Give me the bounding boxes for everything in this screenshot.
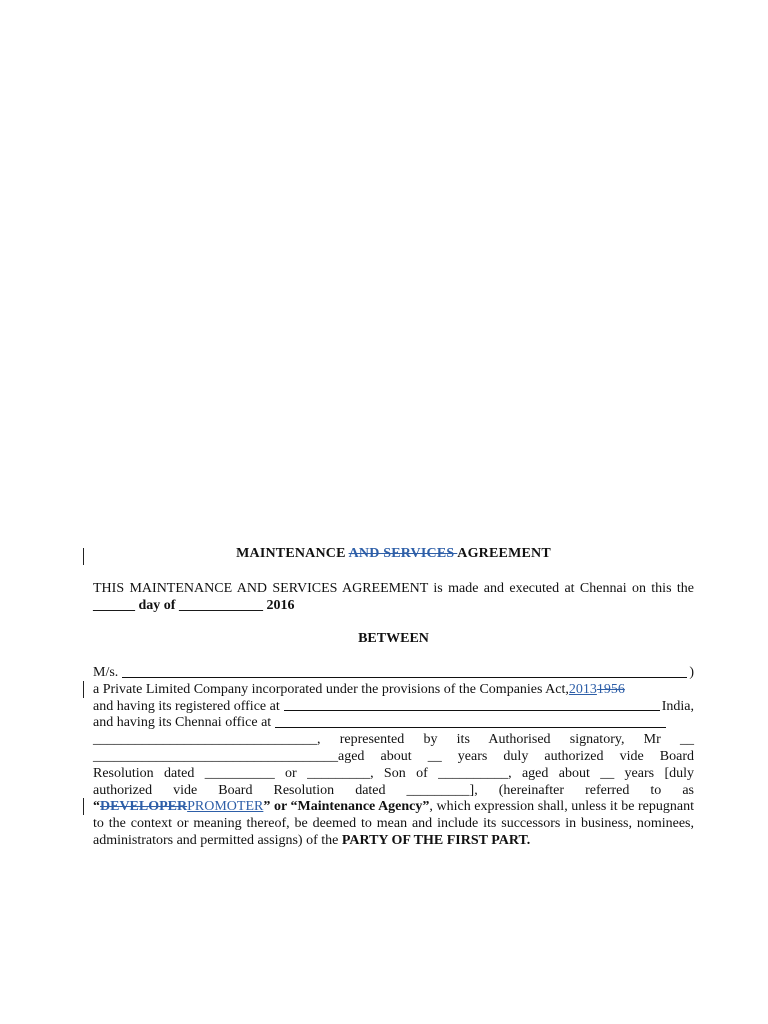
maintenance-agency-term: ” or “Maintenance Agency”	[263, 799, 430, 815]
change-bar-promoter	[83, 798, 84, 815]
registered-office-country: India,	[661, 698, 694, 714]
intro-month-blank: ____________	[178, 597, 263, 613]
between-heading: BETWEEN	[358, 631, 429, 646]
party-paragraph	[93, 665, 694, 850]
title-part1: MAINTENANCE	[236, 546, 349, 561]
intro-day-of: day of	[135, 597, 179, 613]
party-line-4	[93, 715, 668, 732]
party-line-3	[93, 699, 694, 716]
signatory-name-blank: ___________________________________	[93, 748, 338, 764]
act-year-deleted: 1956	[596, 681, 625, 697]
party-line-7: Resolution dated __________ or _________, Son of __________, aged about __ years [duly	[93, 765, 694, 781]
party-line-2	[93, 682, 694, 699]
party-line-1	[93, 665, 694, 682]
ms-label: M/s.	[93, 665, 119, 680]
company-incorporation-text: a Private Limited Company incorporated under the provisions of the Companies Act,	[93, 681, 569, 697]
quote-open: “	[93, 799, 100, 815]
chennai-office-label: and having its Chennai office at	[93, 715, 272, 731]
party-clause-text: , which expression shall, unless it be repugnant to the context or meaning thereof, be deemed to mean and include its successors in business, nominees, administrators and permitted assigns) of the	[93, 799, 695, 848]
developer-deleted: DEVELOPER	[100, 799, 188, 815]
intro-text: THIS MAINTENANCE AND SERVICES AGREEMENT is made and executed at Chennai on this the	[93, 581, 694, 596]
title-deleted-text: AND SERVICES	[348, 546, 458, 561]
intro-day-blank: ______	[93, 597, 135, 613]
change-bar-act	[83, 681, 84, 698]
party-line-6	[93, 749, 694, 766]
party-line-5	[93, 732, 694, 749]
party-of-first-part: PARTY OF THE FIRST PART.	[341, 832, 531, 848]
represented-text: , represented by its Authorised signatory, Mr __	[317, 732, 694, 748]
chennai-office-blank	[275, 715, 666, 728]
registered-office-label: and having its registered office at	[93, 698, 280, 714]
document-title	[93, 546, 694, 562]
office-blank: ________________________________	[93, 732, 317, 748]
party-line-9-rest	[93, 799, 694, 849]
intro-year: 2016	[262, 597, 295, 613]
party-line-8: authorized vide Board Resolution dated _________], (hereinafter referred to as	[93, 782, 694, 798]
change-bar-title	[83, 548, 84, 565]
signatory-age-text: aged about __ years duly authorized vide Board	[338, 748, 694, 764]
intro-paragraph	[93, 581, 694, 615]
title-part2: AGREEMENT	[457, 546, 551, 561]
promoter-inserted: PROMOTER	[187, 799, 264, 815]
company-name-blank	[122, 665, 687, 678]
close-paren: )	[689, 665, 694, 680]
act-year-inserted: 2013	[568, 681, 597, 697]
registered-office-blank	[284, 699, 660, 712]
